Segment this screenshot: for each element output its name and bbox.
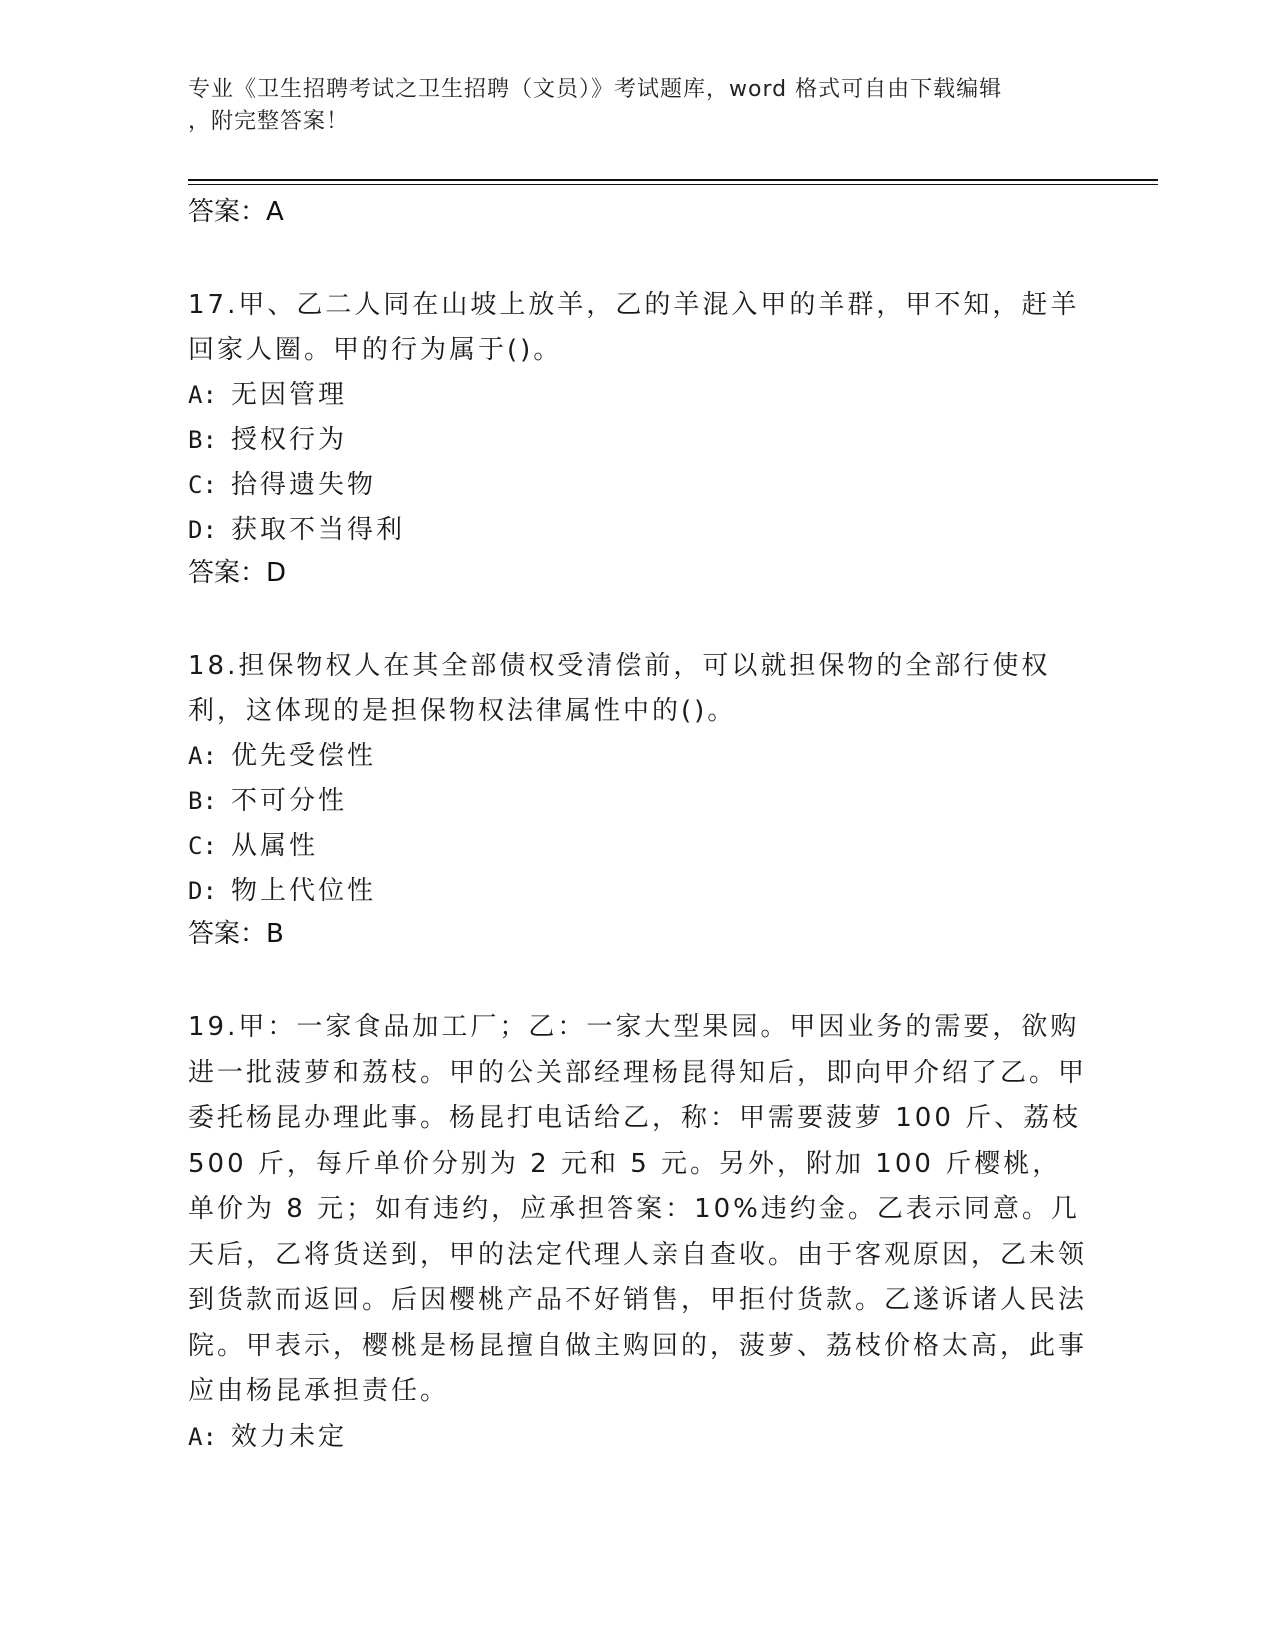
question-17: [188, 283, 1088, 593]
option-text: 拾得遗失物: [231, 470, 377, 500]
answer-line: [188, 553, 1088, 593]
option-text: 获取不当得利: [231, 515, 406, 545]
question-text: [188, 283, 1088, 373]
question-number: 18.: [188, 651, 239, 681]
option-b: [188, 418, 1088, 463]
option-text: 无因管理: [231, 380, 348, 410]
answer-value: B: [266, 919, 284, 949]
answer-value: D: [266, 558, 287, 588]
page-header: [188, 74, 1068, 138]
option-key: C:: [188, 832, 217, 860]
question-body: 甲、乙二人同在山坡上放羊，乙的羊混入甲的羊群，甲不知，赶羊回家人圈。甲的行为属于()。: [188, 290, 1080, 365]
option-text: 优先受偿性: [231, 741, 377, 771]
option-text: 效力未定: [231, 1421, 348, 1452]
option-a: [188, 1415, 1088, 1460]
option-key: B:: [188, 426, 217, 454]
option-d: [188, 508, 1088, 553]
option-key: D:: [188, 877, 217, 905]
question-body: 甲：一家食品加工厂；乙：一家大型果园。甲因业务的需要，欲购进一批菠萝和荔枝。甲的公关部经理杨昆得知后，即向甲介绍了乙。甲委托杨昆办理此事。杨昆打电话给乙，称：甲需要菠萝 100 斤、荔枝 500 斤，每斤单价分别为 2 元和 5 元。另外，附加 100 斤樱桃，单价为 8 元；如有违约，应承担答案：10%违约金。乙表示同意。几天后，乙将货送到，甲的法定代理人亲自查收。由于客观原因，乙未领到货款而返回。后因樱桃产品不好销售，甲拒付货款。乙遂诉诸人民法院。甲表示，樱桃是杨昆擅自做主购回的，菠萝、荔枝价格太高，此事应由杨昆承担责任。: [188, 1012, 1088, 1406]
option-key: B:: [188, 787, 217, 815]
option-a: [188, 734, 1088, 779]
option-c: [188, 824, 1088, 869]
question-body: 担保物权人在其全部债权受清偿前，可以就担保物的全部行使权利，这体现的是担保物权法律属性中的()。: [188, 651, 1051, 726]
answer-value: A: [266, 197, 284, 227]
option-key: D:: [188, 516, 217, 544]
option-c: [188, 463, 1088, 508]
question-19: [188, 1005, 1088, 1460]
option-b: [188, 779, 1088, 824]
header-divider-thin: [188, 184, 1158, 185]
question-list: [188, 192, 1088, 1460]
answer-label: 答案：: [188, 197, 267, 227]
question-text: [188, 644, 1088, 734]
question-number: 17.: [188, 290, 239, 320]
question-text: [188, 1005, 1088, 1415]
question-18: [188, 644, 1088, 954]
option-key: A:: [188, 1422, 217, 1451]
option-key: A:: [188, 742, 217, 770]
header-divider: [188, 179, 1158, 181]
option-d: [188, 869, 1088, 914]
answer-line: [188, 914, 1088, 954]
header-line-2: ，附完整答案！: [188, 109, 350, 134]
option-text: 不可分性: [231, 786, 348, 816]
header-line-1: 专业《卫生招聘考试之卫生招聘（文员）》考试题库，word 格式可自由下载编辑: [188, 77, 1003, 102]
option-text: 授权行为: [231, 425, 348, 455]
answer-label: 答案：: [188, 558, 267, 588]
option-a: [188, 373, 1088, 418]
option-key: C:: [188, 471, 217, 499]
option-key: A:: [188, 381, 217, 409]
answer-label: 答案：: [188, 919, 267, 949]
option-text: 物上代位性: [231, 876, 377, 906]
question-number: 19.: [188, 1012, 239, 1042]
answer-line: [188, 192, 1088, 232]
option-text: 从属性: [231, 831, 319, 861]
